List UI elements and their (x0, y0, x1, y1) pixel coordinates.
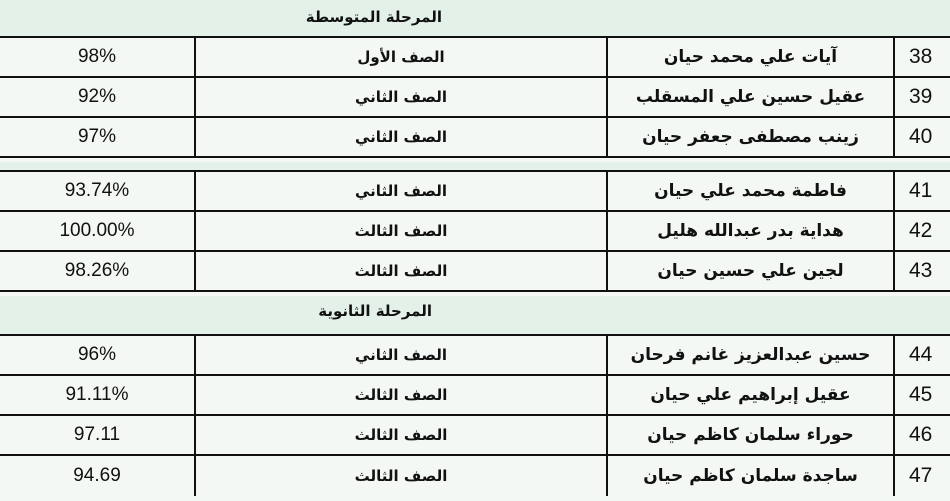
row-number-cell: 42 (909, 219, 933, 242)
table-row (0, 38, 950, 78)
table-row (0, 118, 950, 158)
student-name-cell: حوراء سلمان كاظم حيان (608, 416, 895, 454)
percentage-cell: 98% (0, 38, 196, 76)
student-name-cell: عقيل إبراهيم علي حيان (608, 376, 895, 414)
grade-cell: الصف الثالث (196, 456, 608, 496)
percentage-cell: 92% (0, 78, 196, 116)
grade-cell: الصف الثالث (196, 416, 608, 454)
grade-cell: الصف الثالث (196, 252, 608, 290)
table-block-secondary (0, 334, 950, 501)
row-number-cell: 43 (909, 259, 933, 282)
table-row (0, 456, 950, 496)
row-number-cell: 47 (909, 464, 933, 487)
table-row (0, 376, 950, 416)
row-number-cell: 41 (909, 179, 933, 202)
table-row (0, 416, 950, 456)
percentage-cell: 91.11% (0, 376, 196, 414)
student-name-cell: فاطمة محمد علي حيان (608, 172, 895, 210)
student-name-cell: عقيل حسين علي المسقلب (608, 78, 895, 116)
grade-cell: الصف الأول (196, 38, 608, 76)
grade-cell: الصف الثالث (196, 376, 608, 414)
grade-cell: الصف الثاني (196, 118, 608, 156)
table-block-intermediate-continued (0, 170, 950, 296)
student-name-cell: لجين علي حسين حيان (608, 252, 895, 290)
table-row (0, 172, 950, 212)
student-name-cell: حسين عبدالعزيز غانم فرحان (608, 336, 895, 374)
grade-cell: الصف الثاني (196, 336, 608, 374)
table-row (0, 252, 950, 292)
section-title-text: المرحلة الثانوية (318, 302, 432, 320)
grade-cell: الصف الثاني (196, 172, 608, 210)
section-title-intermediate (0, 6, 950, 32)
row-number-cell: 39 (909, 85, 933, 108)
row-number-cell: 45 (909, 383, 933, 406)
student-name-cell: هداية بدر عبدالله هليل (608, 212, 895, 250)
section-title-text: المرحلة المتوسطة (305, 8, 442, 26)
table-block-intermediate (0, 36, 950, 162)
grade-cell: الصف الثالث (196, 212, 608, 250)
percentage-cell: 97.11 (0, 416, 196, 454)
student-name-cell: ساجدة سلمان كاظم حيان (608, 456, 895, 496)
table-row (0, 212, 950, 252)
student-name-cell: زينب مصطفى جعفر حيان (608, 118, 895, 156)
row-number-cell: 46 (909, 423, 933, 446)
percentage-cell: 93.74% (0, 172, 196, 210)
row-number-cell: 38 (909, 45, 933, 68)
percentage-cell: 96% (0, 336, 196, 374)
grade-cell: الصف الثاني (196, 78, 608, 116)
section-title-secondary (0, 300, 950, 326)
table-row (0, 78, 950, 118)
student-name-cell: آيات علي محمد حيان (608, 38, 895, 76)
row-number-cell: 40 (909, 125, 933, 148)
percentage-cell: 98.26% (0, 252, 196, 290)
table-row (0, 336, 950, 376)
row-number-cell: 44 (909, 343, 933, 366)
percentage-cell: 97% (0, 118, 196, 156)
percentage-cell: 100.00% (0, 212, 196, 250)
percentage-cell: 94.69 (0, 456, 196, 496)
